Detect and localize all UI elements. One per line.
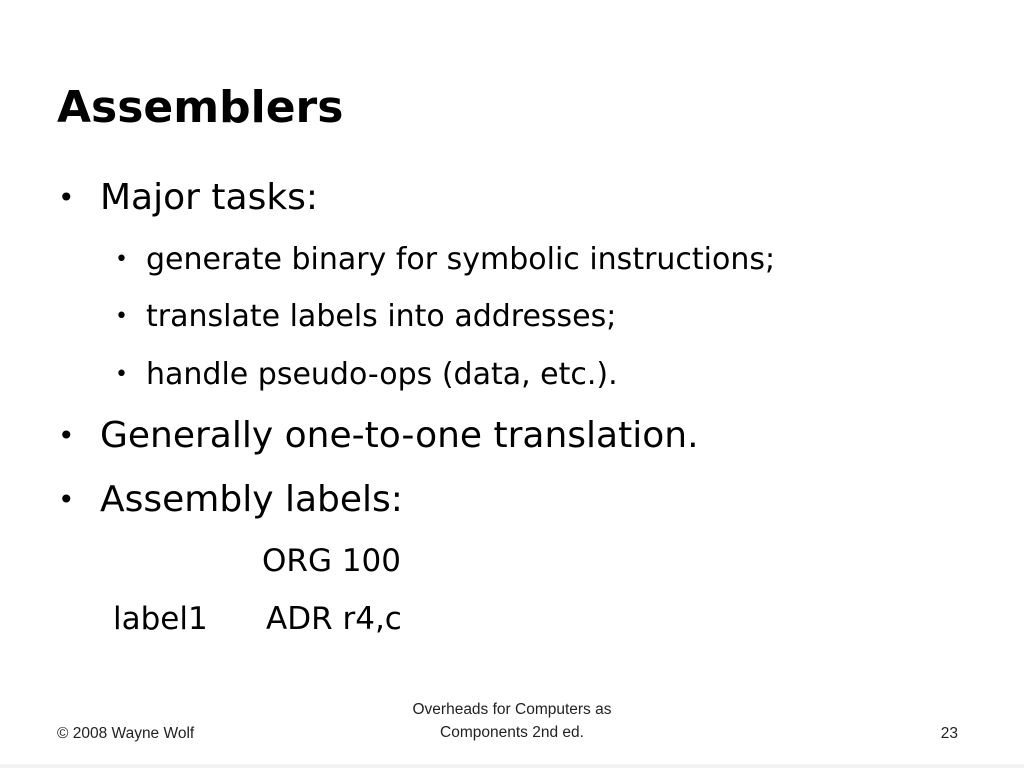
bottom-divider bbox=[0, 764, 1024, 768]
bullet-text: Major tasks: bbox=[100, 177, 319, 218]
footer-course-title-line: Overheads for Computers as bbox=[412, 701, 612, 718]
bullet-icon: • bbox=[115, 304, 128, 329]
footer-course-title-line: Components 2nd ed. bbox=[440, 724, 584, 741]
footer-course-title bbox=[362, 698, 662, 744]
sub-bullet-pseudo-ops bbox=[115, 355, 618, 395]
slide-title: Assemblers bbox=[57, 82, 344, 133]
footer-copyright: © 2008 Wayne Wolf bbox=[57, 725, 195, 742]
bullet-icon: • bbox=[58, 419, 75, 452]
bullet-text: Assembly labels: bbox=[100, 479, 403, 520]
sub-bullet-translate-labels bbox=[115, 297, 617, 337]
bullet-one-to-one bbox=[58, 414, 699, 458]
sub-bullet-text: translate labels into addresses; bbox=[146, 299, 617, 334]
bullet-icon: • bbox=[58, 483, 75, 516]
code-label: label1 bbox=[113, 601, 208, 637]
bullet-icon: • bbox=[115, 247, 128, 272]
sub-bullet-text: handle pseudo-ops (data, etc.). bbox=[146, 357, 618, 392]
bullet-icon: • bbox=[58, 181, 75, 214]
bullet-major-tasks bbox=[58, 176, 319, 220]
page-number: 23 bbox=[940, 725, 958, 742]
bullet-icon: • bbox=[115, 362, 128, 387]
bullet-assembly-labels bbox=[58, 478, 403, 522]
bullet-text: Generally one-to-one translation. bbox=[100, 415, 699, 456]
code-instruction: ADR r4,c bbox=[266, 601, 402, 637]
code-instruction: ORG 100 bbox=[262, 543, 401, 579]
sub-bullet-text: generate binary for symbolic instructions; bbox=[146, 242, 776, 277]
sub-bullet-generate-binary bbox=[115, 240, 776, 280]
